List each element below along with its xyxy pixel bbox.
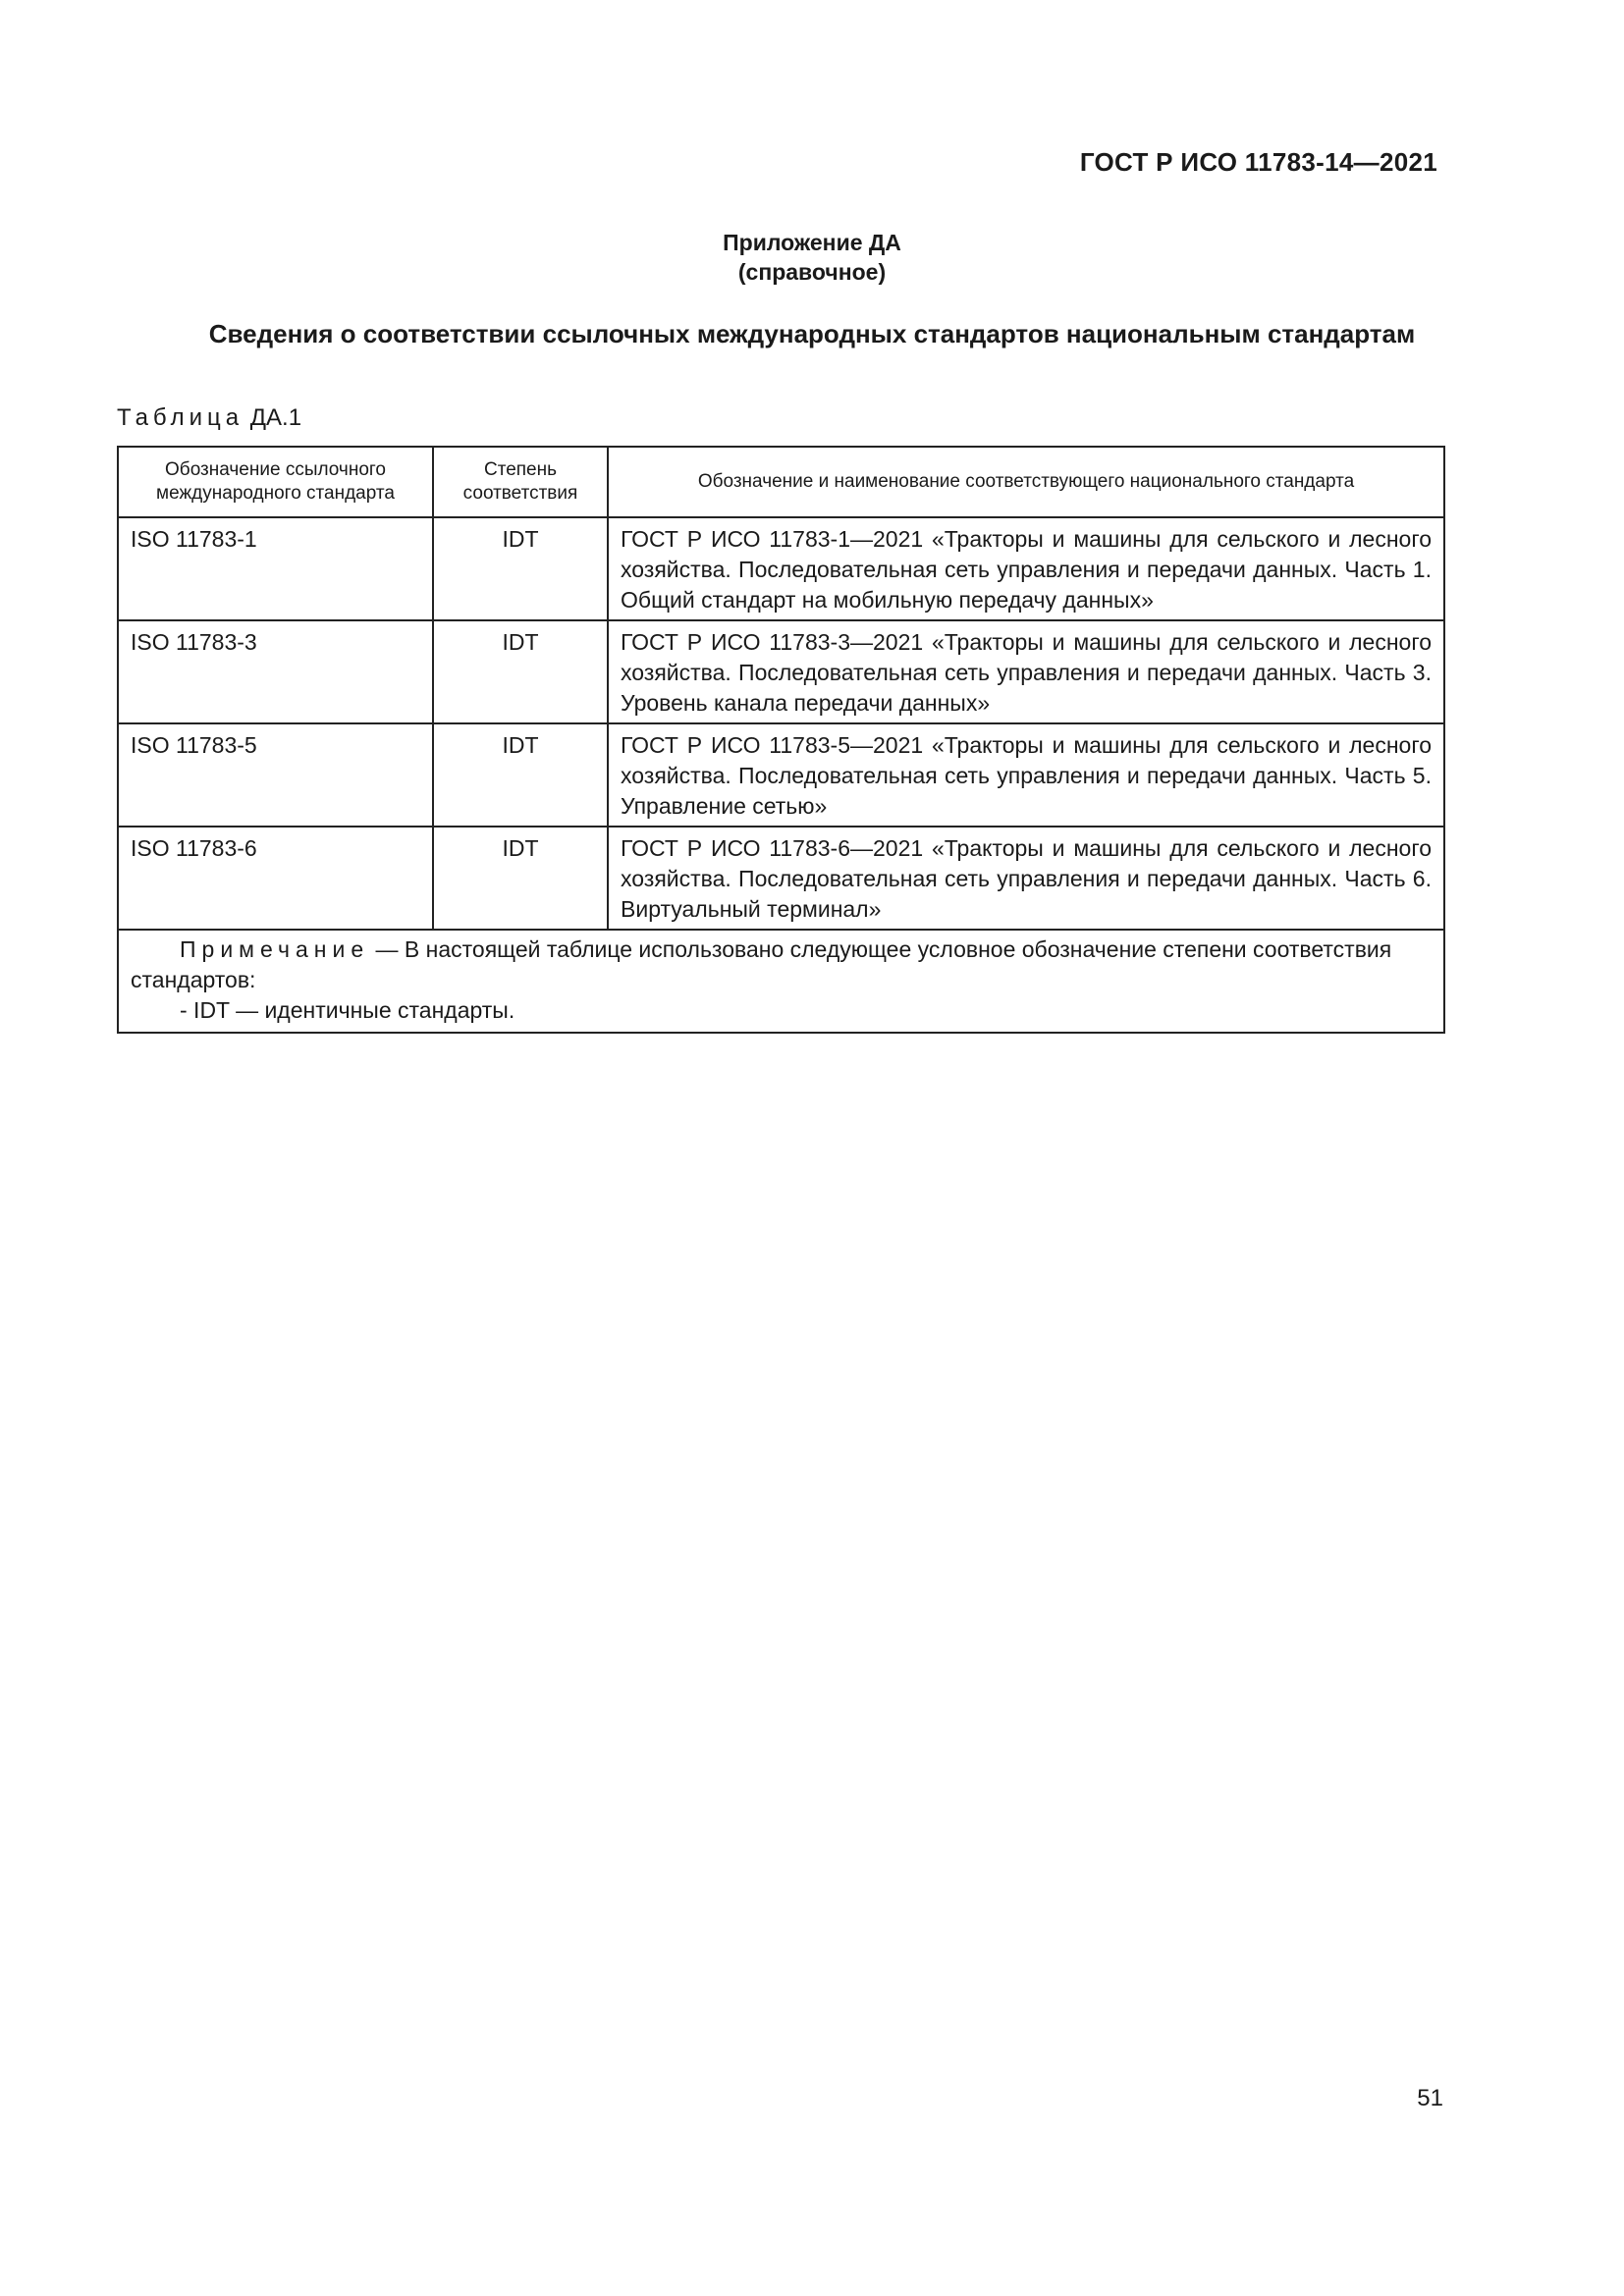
annex-type: (справочное) [737,259,887,285]
intl-standard-cell: ISO 11783-1 [118,517,433,620]
table-caption [117,404,301,432]
column-header-intl-standard: Обозначение ссылочного международного стандарта [118,447,433,517]
table-note-row [118,930,1444,1033]
note-item: - IDT — идентичные стандарты. [180,997,515,1023]
correspondence-table [117,446,1445,1034]
document-code: ГОСТ Р ИСО 11783-14—2021 [1079,147,1437,177]
table-note [118,930,1444,1033]
annex-title [0,228,1624,287]
intl-standard-cell: ISO 11783-6 [118,827,433,930]
annex-name: Приложение ДА [723,230,901,255]
table-header-row [118,447,1444,517]
national-standard-cell: ГОСТ Р ИСО 11783-3—2021 «Тракторы и машины для сельского и лесного хозяйства. Последовательная сеть управления и передачи данных. Часть 3. Уровень канала передачи данных» [608,620,1444,723]
degree-cell: IDT [433,620,608,723]
column-header-national-standard: Обозначение и наименование соответствующего национального стандарта [608,447,1444,517]
table-row [118,517,1444,620]
section-heading: Сведения о соответствии ссылочных международных стандартов национальным стандартам [208,319,1416,348]
degree-cell: IDT [433,723,608,827]
degree-cell: IDT [433,517,608,620]
note-text-block [131,934,1432,995]
national-standard-cell: ГОСТ Р ИСО 11783-6—2021 «Тракторы и машины для сельского и лесного хозяйства. Последовательная сеть управления и передачи данных. Часть 6. Виртуальный терминал» [608,827,1444,930]
intl-standard-cell: ISO 11783-5 [118,723,433,827]
page-number: 51 [1417,2085,1443,2111]
national-standard-cell: ГОСТ Р ИСО 11783-5—2021 «Тракторы и машины для сельского и лесного хозяйства. Последовательная сеть управления и передачи данных. Часть 5. Управление сетью» [608,723,1444,827]
table-caption-word: Таблица [117,404,244,431]
note-text: — В настоящей таблице использовано следующее условное обозначение степени соответствия стандартов: [131,936,1392,992]
table-row [118,723,1444,827]
note-label: Примечание [180,936,370,962]
national-standard-cell: ГОСТ Р ИСО 11783-1—2021 «Тракторы и машины для сельского и лесного хозяйства. Последовательная сеть управления и передачи данных. Часть 1. Общий стандарт на мобильную передачу данных» [608,517,1444,620]
column-header-degree: Степень соответствия [433,447,608,517]
table-row [118,620,1444,723]
degree-cell: IDT [433,827,608,930]
table-caption-number: ДА.1 [249,404,302,431]
table-row [118,827,1444,930]
intl-standard-cell: ISO 11783-3 [118,620,433,723]
